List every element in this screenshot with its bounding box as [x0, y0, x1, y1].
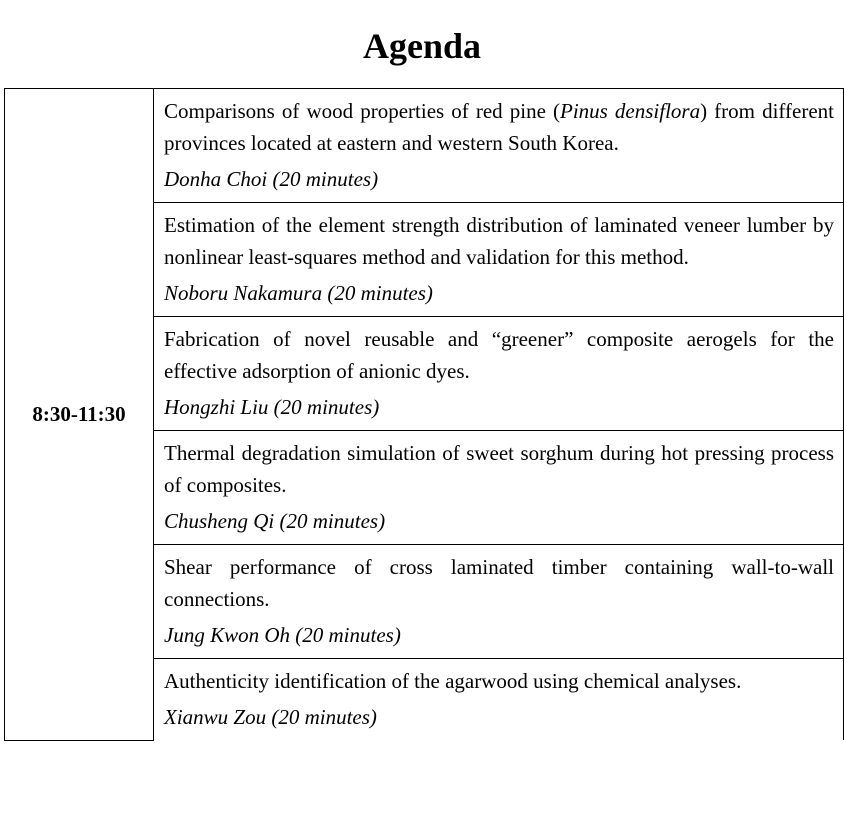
talk-title [164, 95, 834, 159]
species-name: Pinus densiflora [560, 99, 701, 123]
talk-speaker: Noboru Nakamura (20 minutes) [164, 281, 433, 305]
talk-speaker: Hongzhi Liu (20 minutes) [164, 395, 380, 419]
talk-speaker: Jung Kwon Oh (20 minutes) [164, 623, 401, 647]
talk-speaker: Donha Choi (20 minutes) [164, 167, 379, 191]
talk-speaker: Chusheng Qi (20 minutes) [164, 509, 386, 533]
talk-title: Thermal degradation simulation of sweet sorghum during hot pressing process of composites. [164, 441, 834, 497]
talk-title-text: Comparisons of wood properties of red pine ( [164, 99, 560, 123]
talk-title: Authenticity identification of the agarwood using chemical analyses. [164, 669, 742, 693]
talk-title: Fabrication of novel reusable and “greener” composite aerogels for the effective adsorption of anionic dyes. [164, 327, 834, 383]
talk-title: Estimation of the element strength distribution of laminated veneer lumber by nonlinear least-squares method and validation for this method. [164, 213, 834, 269]
agenda-table [4, 88, 844, 741]
page-title: Agenda [362, 26, 482, 66]
talk-cell [154, 317, 844, 431]
talk-cell [154, 89, 844, 203]
talk-speaker: Xianwu Zou (20 minutes) [164, 705, 377, 729]
talk-cell [154, 431, 844, 545]
talk-title-text: ) from different provinces located at eastern and western South Korea. [164, 99, 834, 155]
talk-title: Shear performance of cross laminated timber containing wall-to-wall connections. [164, 555, 834, 611]
session-time: 8:30-11:30 [5, 89, 154, 741]
table-row [5, 89, 844, 203]
talk-cell [154, 659, 844, 741]
talk-cell [154, 203, 844, 317]
talk-cell [154, 545, 844, 659]
